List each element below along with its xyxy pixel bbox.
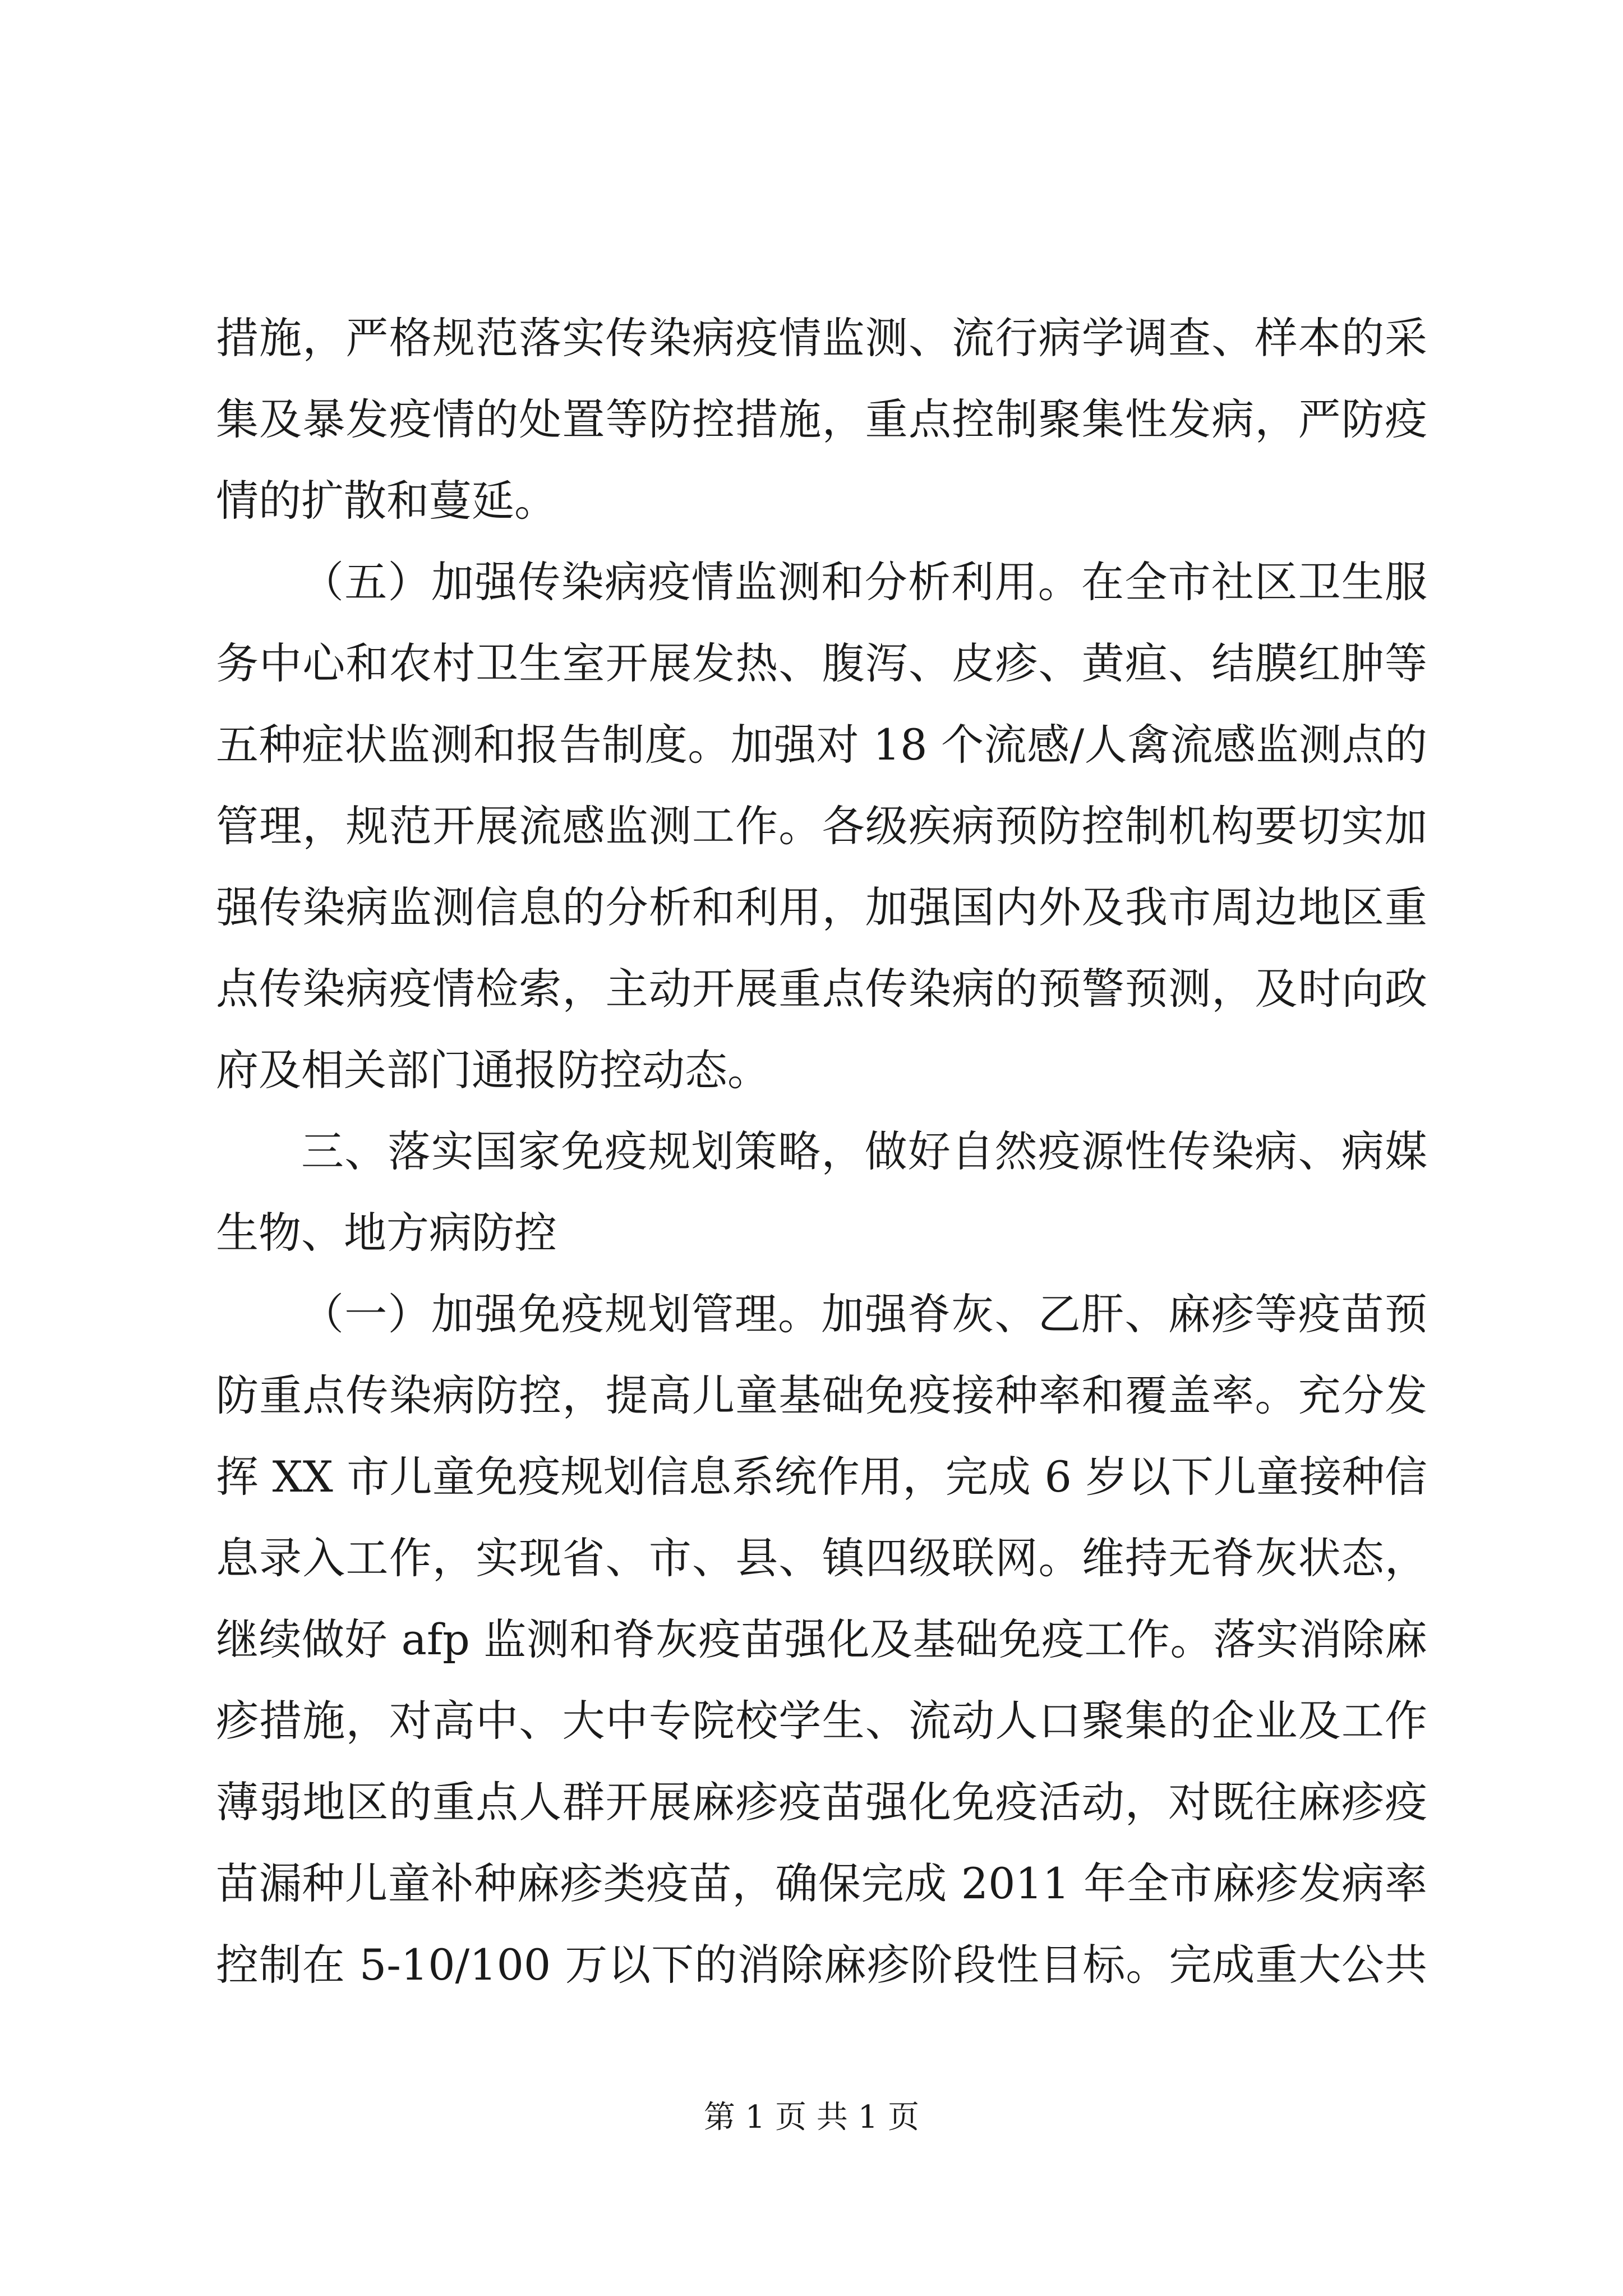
document-body	[216, 297, 1427, 2005]
page-footer: 第 1 页 共 1 页	[703, 2099, 920, 2136]
text-line: 防重点传染病防控，提高儿童基础免疫接种率和覆盖率。充分发	[216, 1370, 1427, 1420]
text-line: 府及相关部门通报防控动态。	[216, 1045, 770, 1095]
text-line: 集及暴发疫情的处置等防控措施，重点控制聚集性发病，严防疫	[216, 394, 1427, 444]
text-line: 三、落实国家免疫规划策略，做好自然疫源性传染病、病媒	[301, 1126, 1427, 1176]
text-line: 控制在 5-10/100 万以下的消除麻疹阶段性目标。完成重大公共	[216, 1940, 1427, 1990]
text-line: （一）加强免疫规划管理。加强脊灰、乙肝、麻疹等疫苗预	[301, 1289, 1427, 1339]
text-line: 强传染病监测信息的分析和利用，加强国内外及我市周边地区重	[216, 882, 1427, 932]
text-line: 五种症状监测和报告制度。加强对 18 个流感/人禽流感监测点的	[216, 720, 1427, 770]
text-line: 管理，规范开展流感监测工作。各级疾病预防控制机构要切实加	[216, 801, 1427, 851]
text-line: 措施，严格规范落实传染病疫情监测、流行病学调查、样本的采	[216, 313, 1427, 363]
text-line: 生物、地方病防控	[216, 1208, 557, 1258]
text-line: 挥 XX 市儿童免疫规划信息系统作用，完成 6 岁以下儿童接种信	[216, 1452, 1427, 1502]
text-line: 情的扩散和蔓延。	[216, 476, 557, 526]
text-line: 薄弱地区的重点人群开展麻疹疫苗强化免疫活动，对既往麻疹疫	[216, 1777, 1427, 1827]
text-line: （五）加强传染病疫情监测和分析利用。在全市社区卫生服	[301, 557, 1427, 607]
text-line: 务中心和农村卫生室开展发热、腹泻、皮疹、黄疸、结膜红肿等	[216, 638, 1427, 688]
text-line: 点传染病疫情检索，主动开展重点传染病的预警预测，及时向政	[216, 964, 1427, 1014]
text-line: 息录入工作，实现省、市、县、镇四级联网。维持无脊灰状态，	[216, 1533, 1427, 1583]
text-line: 继续做好 afp 监测和脊灰疫苗强化及基础免疫工作。落实消除麻	[216, 1614, 1427, 1664]
text-line: 疹措施，对高中、大中专院校学生、流动人口聚集的企业及工作	[216, 1696, 1427, 1746]
text-line: 苗漏种儿童补种麻疹类疫苗，确保完成 2011 年全市麻疹发病率	[216, 1858, 1427, 1908]
